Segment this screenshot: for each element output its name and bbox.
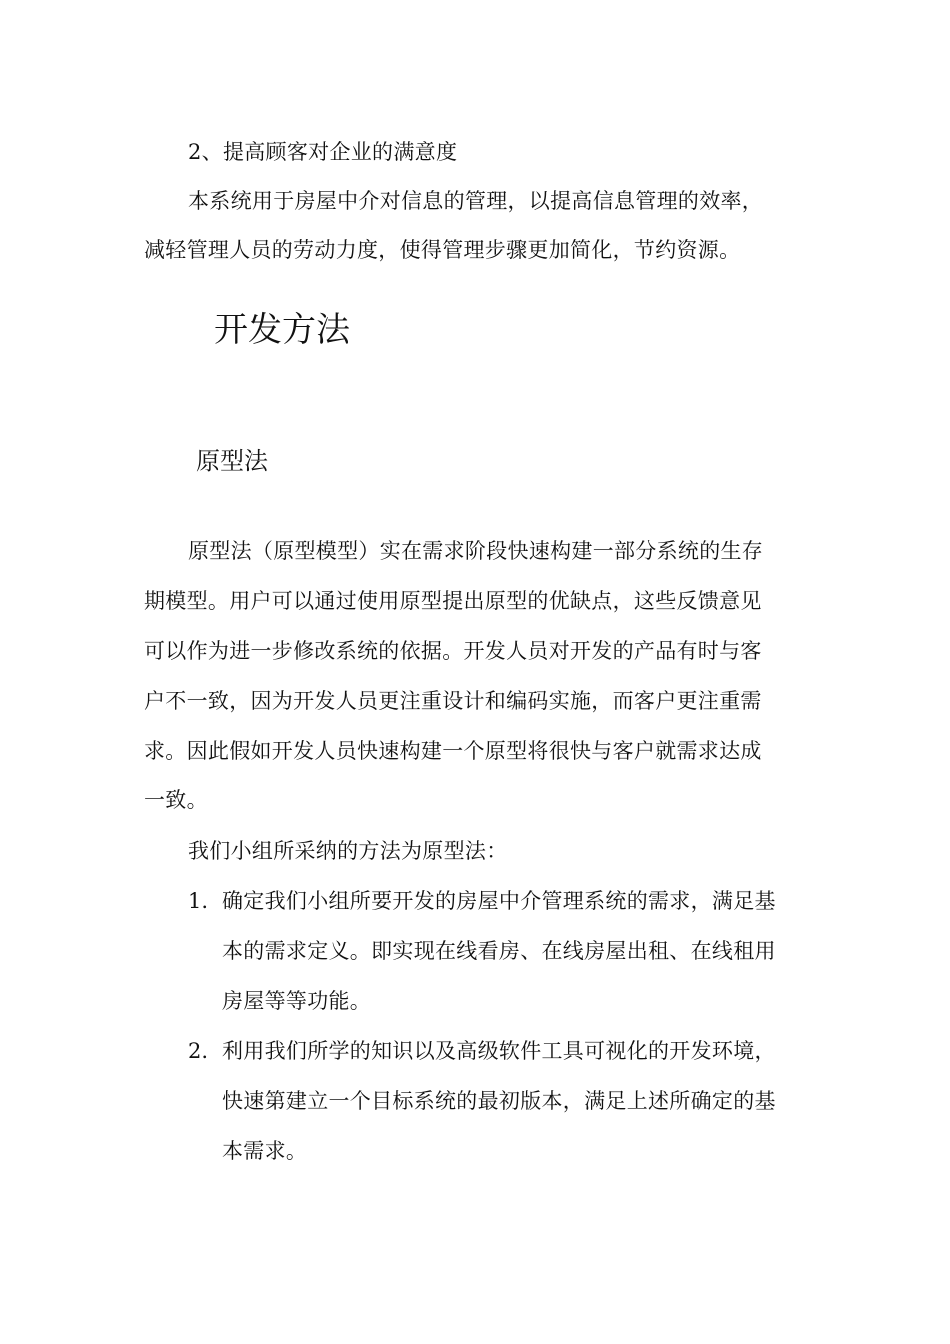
list-item-line: 确定我们小组所要开发的房屋中介管理系统的需求，满足基: [222, 889, 776, 913]
paragraph-line: 原型法（原型模型）实在需求阶段快速构建一部分系统的生存: [188, 539, 764, 563]
paragraph-line: 求。因此假如开发人员快速构建一个原型将很快与客户就需求达成: [144, 739, 762, 763]
paragraph-line: 户不一致，因为开发人员更注重设计和编码实施，而客户更注重需: [144, 689, 762, 713]
intro-paragraph-line-2: 减轻管理人员的劳动力度，使得管理步骤更加简化，节约资源。: [144, 238, 741, 262]
list-number: 2.: [188, 1039, 209, 1063]
paragraph-line: 期模型。用户可以通过使用原型提出原型的优缺点，这些反馈意见: [144, 589, 762, 613]
list-item-line: 快速第建立一个目标系统的最初版本，满足上述所确定的基: [222, 1089, 776, 1113]
intro-paragraph-line-1: 本系统用于房屋中介对信息的管理，以提高信息管理的效率，: [188, 189, 764, 213]
list-item-line: 房屋等等功能。: [222, 989, 372, 1013]
heading-development-method: 开发方法: [214, 310, 350, 350]
paragraph-line: 可以作为进一步修改系统的依据。开发人员对开发的产品有时与客: [144, 639, 762, 663]
list-number: 1.: [188, 889, 209, 913]
list-item-line: 本的需求定义。即实现在线看房、在线房屋出租、在线租用: [222, 939, 776, 963]
heading-prototype-method: 原型法: [196, 447, 268, 475]
intro-point-2: 2、提高顾客对企业的满意度: [188, 140, 458, 164]
paragraph-line: 一致。: [144, 788, 208, 812]
list-item-line: 利用我们所学的知识以及高级软件工具可视化的开发环境，: [222, 1039, 776, 1063]
method-intro: 我们小组所采纳的方法为原型法：: [188, 839, 508, 863]
list-item-line: 本需求。: [222, 1139, 308, 1163]
